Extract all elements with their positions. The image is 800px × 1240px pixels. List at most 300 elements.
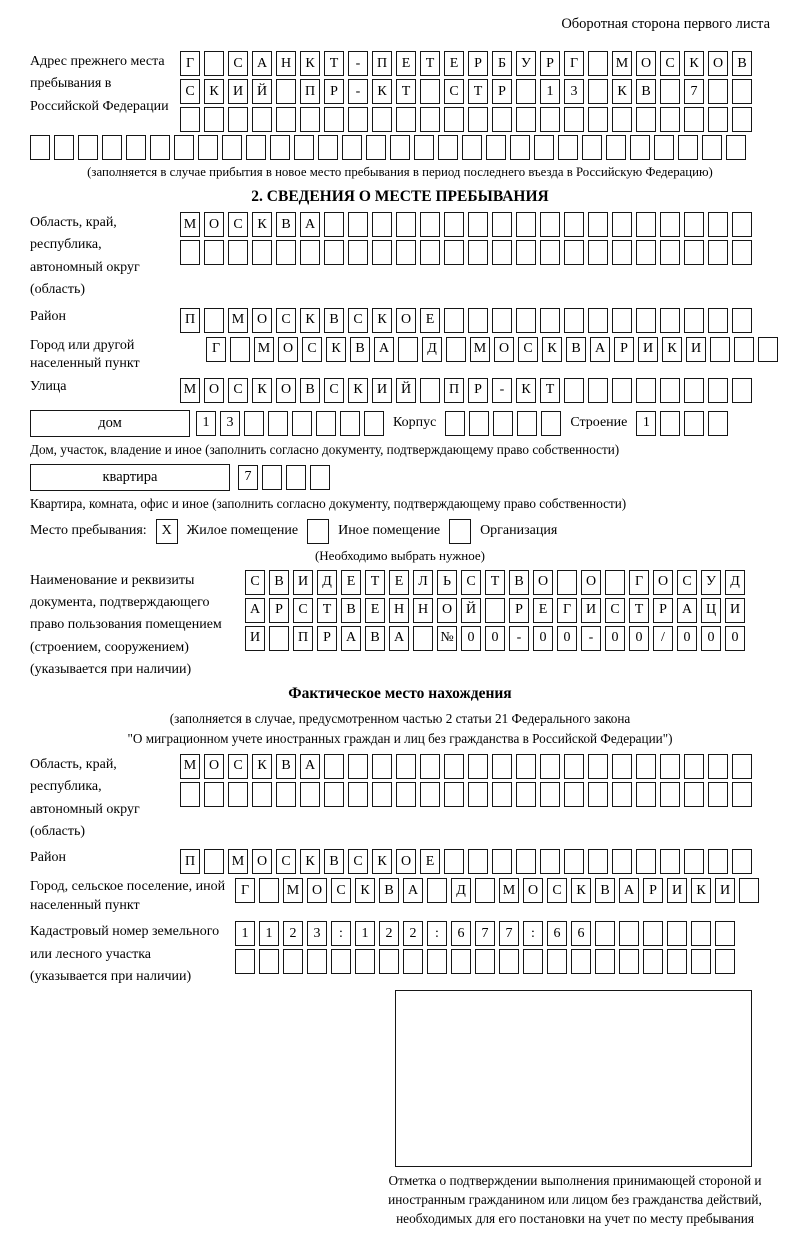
char-box[interactable] xyxy=(469,411,489,436)
char-box[interactable]: Р xyxy=(269,598,289,623)
char-box[interactable] xyxy=(396,754,416,779)
char-box[interactable]: Р xyxy=(509,598,529,623)
char-box[interactable] xyxy=(588,849,608,874)
char-box[interactable] xyxy=(715,949,735,974)
char-box[interactable] xyxy=(420,240,440,265)
char-box[interactable] xyxy=(636,754,656,779)
char-box[interactable] xyxy=(732,107,752,132)
char-box[interactable]: С xyxy=(348,308,368,333)
char-box[interactable] xyxy=(366,135,386,160)
char-box[interactable] xyxy=(270,135,290,160)
char-box[interactable]: П xyxy=(372,51,392,76)
char-box[interactable]: В xyxy=(365,626,385,651)
char-box[interactable] xyxy=(318,135,338,160)
char-box[interactable] xyxy=(444,308,464,333)
char-box[interactable] xyxy=(564,754,584,779)
char-box[interactable]: Т xyxy=(540,378,560,403)
char-box[interactable]: С xyxy=(228,212,248,237)
char-box[interactable] xyxy=(324,212,344,237)
char-box[interactable] xyxy=(486,135,506,160)
char-box[interactable]: Е xyxy=(533,598,553,623)
char-box[interactable] xyxy=(451,949,471,974)
char-box[interactable]: Е xyxy=(396,51,416,76)
char-box[interactable] xyxy=(310,465,330,490)
char-box[interactable]: О xyxy=(494,337,514,362)
char-box[interactable] xyxy=(180,782,200,807)
char-box[interactable] xyxy=(300,240,320,265)
char-box[interactable] xyxy=(269,626,289,651)
char-box[interactable] xyxy=(446,337,466,362)
char-box[interactable]: О xyxy=(636,51,656,76)
char-box[interactable] xyxy=(300,107,320,132)
char-box[interactable]: П xyxy=(293,626,313,651)
char-box[interactable] xyxy=(262,465,282,490)
char-box[interactable] xyxy=(348,240,368,265)
char-box[interactable] xyxy=(517,411,537,436)
char-box[interactable]: У xyxy=(516,51,536,76)
char-box[interactable]: О xyxy=(437,598,457,623)
char-box[interactable]: Р xyxy=(468,51,488,76)
char-box[interactable]: С xyxy=(348,849,368,874)
char-box[interactable] xyxy=(619,921,639,946)
char-box[interactable]: 7 xyxy=(499,921,519,946)
char-box[interactable]: С xyxy=(461,570,481,595)
char-box[interactable] xyxy=(444,754,464,779)
char-box[interactable] xyxy=(516,79,536,104)
char-box[interactable] xyxy=(468,849,488,874)
char-box[interactable]: М xyxy=(228,849,248,874)
char-box[interactable]: К xyxy=(684,51,704,76)
char-box[interactable] xyxy=(605,570,625,595)
char-box[interactable] xyxy=(403,949,423,974)
char-box[interactable] xyxy=(445,411,465,436)
char-box[interactable] xyxy=(636,378,656,403)
organization-checkbox[interactable] xyxy=(449,519,471,544)
char-box[interactable]: К xyxy=(300,51,320,76)
char-box[interactable] xyxy=(619,949,639,974)
char-box[interactable] xyxy=(427,949,447,974)
char-box[interactable]: Е xyxy=(444,51,464,76)
char-box[interactable]: В xyxy=(566,337,586,362)
char-box[interactable] xyxy=(204,51,224,76)
char-box[interactable] xyxy=(268,411,288,436)
char-box[interactable]: С xyxy=(660,51,680,76)
char-box[interactable]: 0 xyxy=(605,626,625,651)
char-box[interactable] xyxy=(612,378,632,403)
char-box[interactable]: В xyxy=(324,849,344,874)
char-box[interactable] xyxy=(364,411,384,436)
char-box[interactable] xyxy=(708,378,728,403)
char-box[interactable]: - xyxy=(348,51,368,76)
char-box[interactable]: Т xyxy=(396,79,416,104)
char-box[interactable]: Р xyxy=(492,79,512,104)
char-box[interactable] xyxy=(398,337,418,362)
char-box[interactable]: № xyxy=(437,626,457,651)
char-box[interactable] xyxy=(534,135,554,160)
char-box[interactable] xyxy=(654,135,674,160)
char-box[interactable] xyxy=(292,411,312,436)
char-box[interactable] xyxy=(708,240,728,265)
char-box[interactable]: - xyxy=(492,378,512,403)
char-box[interactable]: И xyxy=(638,337,658,362)
char-box[interactable] xyxy=(286,465,306,490)
char-box[interactable]: А xyxy=(252,51,272,76)
char-box[interactable] xyxy=(588,212,608,237)
char-box[interactable] xyxy=(420,107,440,132)
char-box[interactable]: Й xyxy=(252,79,272,104)
char-box[interactable] xyxy=(588,378,608,403)
char-box[interactable]: В xyxy=(732,51,752,76)
char-box[interactable]: С xyxy=(677,570,697,595)
char-box[interactable]: А xyxy=(300,754,320,779)
char-box[interactable] xyxy=(180,107,200,132)
char-box[interactable]: : xyxy=(331,921,351,946)
char-box[interactable] xyxy=(667,921,687,946)
char-box[interactable]: К xyxy=(355,878,375,903)
char-box[interactable] xyxy=(582,135,602,160)
char-box[interactable] xyxy=(300,782,320,807)
char-box[interactable] xyxy=(564,782,584,807)
char-box[interactable] xyxy=(726,135,746,160)
char-box[interactable] xyxy=(390,135,410,160)
char-box[interactable]: Д xyxy=(451,878,471,903)
char-box[interactable]: В xyxy=(269,570,289,595)
char-box[interactable]: 6 xyxy=(571,921,591,946)
char-box[interactable] xyxy=(348,212,368,237)
char-box[interactable]: С xyxy=(444,79,464,104)
char-box[interactable]: 0 xyxy=(701,626,721,651)
char-box[interactable] xyxy=(732,754,752,779)
char-box[interactable] xyxy=(588,51,608,76)
char-box[interactable]: И xyxy=(667,878,687,903)
char-box[interactable]: У xyxy=(701,570,721,595)
char-box[interactable] xyxy=(708,308,728,333)
char-box[interactable] xyxy=(468,107,488,132)
char-box[interactable]: Е xyxy=(365,598,385,623)
char-box[interactable]: Ц xyxy=(701,598,721,623)
char-box[interactable]: Т xyxy=(317,598,337,623)
char-box[interactable]: 3 xyxy=(220,411,240,436)
char-box[interactable] xyxy=(684,782,704,807)
char-box[interactable] xyxy=(684,212,704,237)
char-box[interactable]: В xyxy=(324,308,344,333)
char-box[interactable]: Р xyxy=(643,878,663,903)
char-box[interactable] xyxy=(684,240,704,265)
char-box[interactable] xyxy=(734,337,754,362)
char-box[interactable] xyxy=(732,240,752,265)
char-box[interactable]: В xyxy=(350,337,370,362)
char-box[interactable]: О xyxy=(653,570,673,595)
char-box[interactable]: С xyxy=(245,570,265,595)
char-box[interactable]: М xyxy=(254,337,274,362)
char-box[interactable] xyxy=(708,79,728,104)
char-box[interactable]: А xyxy=(389,626,409,651)
char-box[interactable]: / xyxy=(653,626,673,651)
char-box[interactable] xyxy=(636,782,656,807)
char-box[interactable] xyxy=(732,308,752,333)
char-box[interactable]: К xyxy=(542,337,562,362)
char-box[interactable] xyxy=(564,849,584,874)
char-box[interactable]: Е xyxy=(420,849,440,874)
char-box[interactable] xyxy=(355,949,375,974)
char-box[interactable]: С xyxy=(324,378,344,403)
char-box[interactable] xyxy=(732,782,752,807)
char-box[interactable]: К xyxy=(348,378,368,403)
char-box[interactable] xyxy=(492,308,512,333)
char-box[interactable] xyxy=(492,754,512,779)
char-box[interactable] xyxy=(660,308,680,333)
char-box[interactable]: В xyxy=(341,598,361,623)
char-box[interactable] xyxy=(438,135,458,160)
char-box[interactable] xyxy=(316,411,336,436)
char-box[interactable] xyxy=(636,107,656,132)
char-box[interactable]: Н xyxy=(389,598,409,623)
char-box[interactable]: Й xyxy=(461,598,481,623)
char-box[interactable]: К xyxy=(612,79,632,104)
char-box[interactable] xyxy=(228,107,248,132)
char-box[interactable] xyxy=(708,754,728,779)
char-box[interactable] xyxy=(684,754,704,779)
char-box[interactable] xyxy=(588,240,608,265)
char-box[interactable]: Г xyxy=(557,598,577,623)
char-box[interactable]: Р xyxy=(614,337,634,362)
char-box[interactable]: С xyxy=(302,337,322,362)
char-box[interactable]: М xyxy=(180,754,200,779)
char-box[interactable]: 6 xyxy=(451,921,471,946)
char-box[interactable]: 7 xyxy=(475,921,495,946)
char-box[interactable]: О xyxy=(278,337,298,362)
char-box[interactable]: 1 xyxy=(196,411,216,436)
char-box[interactable]: Т xyxy=(420,51,440,76)
char-box[interactable]: О xyxy=(581,570,601,595)
char-box[interactable] xyxy=(684,849,704,874)
char-box[interactable] xyxy=(732,212,752,237)
char-box[interactable] xyxy=(348,754,368,779)
char-box[interactable] xyxy=(691,949,711,974)
char-box[interactable]: 0 xyxy=(629,626,649,651)
char-box[interactable]: О xyxy=(252,849,272,874)
char-box[interactable] xyxy=(414,135,434,160)
char-box[interactable] xyxy=(413,626,433,651)
char-box[interactable]: С xyxy=(518,337,538,362)
char-box[interactable] xyxy=(294,135,314,160)
char-box[interactable]: Е xyxy=(341,570,361,595)
char-box[interactable] xyxy=(612,212,632,237)
char-box[interactable]: А xyxy=(590,337,610,362)
char-box[interactable] xyxy=(283,949,303,974)
char-box[interactable]: К xyxy=(691,878,711,903)
char-box[interactable]: 0 xyxy=(725,626,745,651)
char-box[interactable] xyxy=(660,79,680,104)
char-box[interactable]: Р xyxy=(468,378,488,403)
char-box[interactable]: 6 xyxy=(547,921,567,946)
char-box[interactable] xyxy=(396,212,416,237)
char-box[interactable] xyxy=(246,135,266,160)
char-box[interactable] xyxy=(660,378,680,403)
char-box[interactable]: П xyxy=(180,308,200,333)
char-box[interactable] xyxy=(348,107,368,132)
char-box[interactable] xyxy=(468,240,488,265)
char-box[interactable] xyxy=(252,240,272,265)
char-box[interactable] xyxy=(180,240,200,265)
char-box[interactable]: О xyxy=(708,51,728,76)
char-box[interactable] xyxy=(630,135,650,160)
char-box[interactable] xyxy=(174,135,194,160)
char-box[interactable]: И xyxy=(581,598,601,623)
char-box[interactable] xyxy=(102,135,122,160)
char-box[interactable] xyxy=(684,308,704,333)
char-box[interactable]: И xyxy=(725,598,745,623)
char-box[interactable]: К xyxy=(662,337,682,362)
char-box[interactable] xyxy=(222,135,242,160)
char-box[interactable]: 1 xyxy=(540,79,560,104)
char-box[interactable]: Г xyxy=(564,51,584,76)
char-box[interactable]: К xyxy=(516,378,536,403)
char-box[interactable] xyxy=(708,782,728,807)
char-box[interactable] xyxy=(516,849,536,874)
char-box[interactable]: О xyxy=(204,212,224,237)
char-box[interactable]: Е xyxy=(420,308,440,333)
char-box[interactable] xyxy=(732,79,752,104)
char-box[interactable] xyxy=(588,79,608,104)
char-box[interactable] xyxy=(547,949,567,974)
char-box[interactable] xyxy=(595,949,615,974)
char-box[interactable]: А xyxy=(403,878,423,903)
char-box[interactable]: К xyxy=(204,79,224,104)
char-box[interactable] xyxy=(516,240,536,265)
char-box[interactable]: О xyxy=(307,878,327,903)
char-box[interactable]: 1 xyxy=(235,921,255,946)
char-box[interactable] xyxy=(588,782,608,807)
char-box[interactable] xyxy=(462,135,482,160)
char-box[interactable] xyxy=(516,782,536,807)
char-box[interactable] xyxy=(372,782,392,807)
char-box[interactable] xyxy=(540,107,560,132)
char-box[interactable]: О xyxy=(533,570,553,595)
char-box[interactable]: С xyxy=(228,51,248,76)
char-box[interactable]: 1 xyxy=(355,921,375,946)
char-box[interactable] xyxy=(540,849,560,874)
char-box[interactable] xyxy=(516,308,536,333)
char-box[interactable] xyxy=(660,411,680,436)
char-box[interactable] xyxy=(340,411,360,436)
char-box[interactable]: М xyxy=(228,308,248,333)
char-box[interactable] xyxy=(499,949,519,974)
char-box[interactable]: К xyxy=(252,212,272,237)
char-box[interactable] xyxy=(510,135,530,160)
char-box[interactable]: Г xyxy=(629,570,649,595)
char-box[interactable]: А xyxy=(374,337,394,362)
char-box[interactable] xyxy=(427,878,447,903)
char-box[interactable]: М xyxy=(612,51,632,76)
char-box[interactable]: 3 xyxy=(307,921,327,946)
char-box[interactable] xyxy=(540,212,560,237)
char-box[interactable] xyxy=(660,849,680,874)
char-box[interactable] xyxy=(228,782,248,807)
char-box[interactable] xyxy=(588,308,608,333)
char-box[interactable] xyxy=(276,79,296,104)
char-box[interactable] xyxy=(564,378,584,403)
char-box[interactable] xyxy=(372,754,392,779)
char-box[interactable] xyxy=(643,949,663,974)
char-box[interactable] xyxy=(78,135,98,160)
char-box[interactable]: Т xyxy=(629,598,649,623)
char-box[interactable]: К xyxy=(372,308,392,333)
char-box[interactable]: 2 xyxy=(379,921,399,946)
char-box[interactable] xyxy=(259,949,279,974)
char-box[interactable]: С xyxy=(331,878,351,903)
char-box[interactable]: Л xyxy=(413,570,433,595)
char-box[interactable] xyxy=(348,782,368,807)
char-box[interactable] xyxy=(444,107,464,132)
char-box[interactable] xyxy=(420,378,440,403)
char-box[interactable] xyxy=(732,378,752,403)
char-box[interactable]: Т xyxy=(324,51,344,76)
char-box[interactable]: 0 xyxy=(533,626,553,651)
char-box[interactable]: В xyxy=(300,378,320,403)
char-box[interactable]: К xyxy=(326,337,346,362)
char-box[interactable] xyxy=(710,337,730,362)
char-box[interactable] xyxy=(660,782,680,807)
char-box[interactable] xyxy=(230,337,250,362)
char-box[interactable] xyxy=(541,411,561,436)
char-box[interactable] xyxy=(420,754,440,779)
other-premises-checkbox[interactable] xyxy=(307,519,329,544)
char-box[interactable]: С xyxy=(228,378,248,403)
char-box[interactable]: Г xyxy=(180,51,200,76)
char-box[interactable] xyxy=(252,107,272,132)
char-box[interactable] xyxy=(204,308,224,333)
char-box[interactable] xyxy=(684,378,704,403)
char-box[interactable] xyxy=(564,308,584,333)
char-box[interactable] xyxy=(643,921,663,946)
char-box[interactable]: О xyxy=(396,308,416,333)
char-box[interactable] xyxy=(324,107,344,132)
char-box[interactable] xyxy=(606,135,626,160)
char-box[interactable]: Б xyxy=(492,51,512,76)
char-box[interactable] xyxy=(475,878,495,903)
char-box[interactable]: О xyxy=(252,308,272,333)
char-box[interactable]: Т xyxy=(485,570,505,595)
char-box[interactable]: - xyxy=(509,626,529,651)
char-box[interactable]: О xyxy=(523,878,543,903)
char-box[interactable]: Р xyxy=(540,51,560,76)
char-box[interactable]: 3 xyxy=(564,79,584,104)
residential-checkbox[interactable]: X xyxy=(156,519,178,544)
char-box[interactable] xyxy=(564,240,584,265)
char-box[interactable] xyxy=(468,782,488,807)
char-box[interactable] xyxy=(492,107,512,132)
char-box[interactable] xyxy=(276,782,296,807)
char-box[interactable] xyxy=(564,107,584,132)
char-box[interactable] xyxy=(235,949,255,974)
char-box[interactable]: : xyxy=(427,921,447,946)
char-box[interactable] xyxy=(708,411,728,436)
char-box[interactable] xyxy=(588,107,608,132)
char-box[interactable] xyxy=(557,570,577,595)
char-box[interactable] xyxy=(204,107,224,132)
char-box[interactable]: Й xyxy=(396,378,416,403)
char-box[interactable]: И xyxy=(372,378,392,403)
char-box[interactable] xyxy=(198,135,218,160)
char-box[interactable]: 2 xyxy=(283,921,303,946)
char-box[interactable] xyxy=(204,782,224,807)
char-box[interactable] xyxy=(475,949,495,974)
char-box[interactable] xyxy=(252,782,272,807)
char-box[interactable]: О xyxy=(204,378,224,403)
char-box[interactable] xyxy=(612,849,632,874)
char-box[interactable]: 1 xyxy=(636,411,656,436)
